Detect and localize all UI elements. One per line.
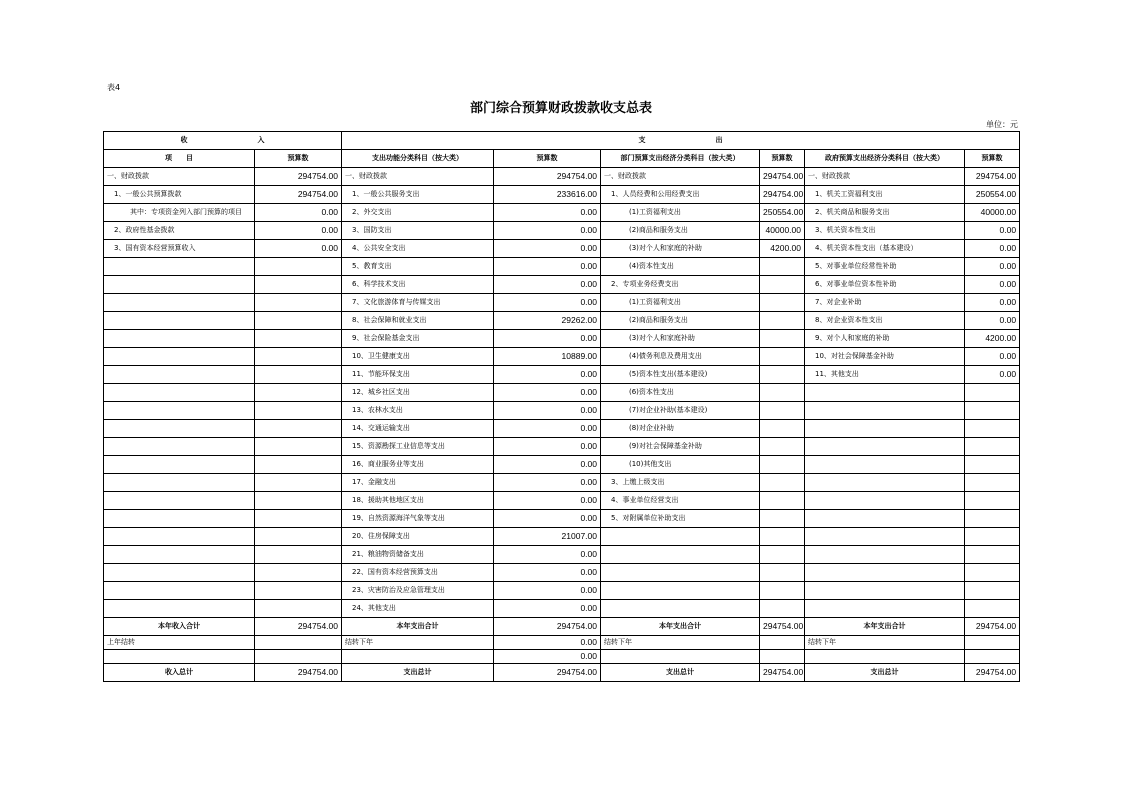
year-income-amount: 294754.00 bbox=[255, 618, 342, 636]
col-header-func: 支出功能分类科目（按大类） bbox=[342, 150, 494, 168]
dept-econ-item: 4、事业单位经营支出 bbox=[601, 492, 760, 510]
gov-econ-amount bbox=[965, 474, 1020, 492]
dept-econ-amount bbox=[760, 510, 805, 528]
dept-econ-item: (3)对个人和家庭补助 bbox=[601, 330, 760, 348]
gov-econ-item: 6、对事业单位资本性补助 bbox=[805, 276, 965, 294]
gov-econ-amount bbox=[965, 384, 1020, 402]
budget-table bbox=[103, 131, 1020, 682]
gov-econ-item bbox=[805, 456, 965, 474]
income-item bbox=[104, 474, 255, 492]
table-row bbox=[104, 582, 1020, 600]
income-item: 一、财政拨款 bbox=[104, 168, 255, 186]
income-item bbox=[104, 600, 255, 618]
dept-econ-item: 一、财政拨款 bbox=[601, 168, 760, 186]
year-expense-gov-amount: 294754.00 bbox=[965, 618, 1020, 636]
dept-econ-amount bbox=[760, 438, 805, 456]
gov-econ-item: 2、机关商品和服务支出 bbox=[805, 204, 965, 222]
gov-econ-item bbox=[805, 420, 965, 438]
table-row bbox=[104, 168, 1020, 186]
income-item bbox=[104, 276, 255, 294]
dept-econ-amount bbox=[760, 348, 805, 366]
income-amount: 294754.00 bbox=[255, 186, 342, 204]
unit-label: 单位：元 bbox=[986, 120, 1018, 129]
income-item bbox=[104, 438, 255, 456]
func-amount: 0.00 bbox=[494, 546, 601, 564]
dept-econ-amount bbox=[760, 402, 805, 420]
income-amount bbox=[255, 546, 342, 564]
extra-func-amount: 0.00 bbox=[494, 650, 601, 664]
income-amount bbox=[255, 492, 342, 510]
income-amount bbox=[255, 276, 342, 294]
dept-econ-amount bbox=[760, 600, 805, 618]
year-expense-label: 本年支出合计 bbox=[601, 618, 760, 636]
col-header-budget: 预算数 bbox=[965, 150, 1020, 168]
income-amount bbox=[255, 438, 342, 456]
gov-econ-amount: 0.00 bbox=[965, 276, 1020, 294]
dept-econ-item bbox=[601, 546, 760, 564]
dept-econ-amount: 250554.00 bbox=[760, 204, 805, 222]
func-amount: 0.00 bbox=[494, 582, 601, 600]
prev-carry-label: 上年结转 bbox=[104, 636, 255, 650]
dept-econ-amount bbox=[760, 384, 805, 402]
func-item: 17、金融支出 bbox=[342, 474, 494, 492]
income-amount bbox=[255, 330, 342, 348]
func-item: 23、灾害防治及应急管理支出 bbox=[342, 582, 494, 600]
gov-econ-amount bbox=[965, 546, 1020, 564]
gov-econ-item: 5、对事业单位经常性补助 bbox=[805, 258, 965, 276]
func-amount: 294754.00 bbox=[494, 168, 601, 186]
next-carry-gov-amount bbox=[965, 636, 1020, 650]
func-item: 一、财政拨款 bbox=[342, 168, 494, 186]
blank-cell bbox=[342, 650, 494, 664]
income-item: 3、国有资本经营预算收入 bbox=[104, 240, 255, 258]
expense-total-dept-amount: 294754.00 bbox=[760, 664, 805, 682]
blank-cell bbox=[255, 650, 342, 664]
func-amount: 29262.00 bbox=[494, 312, 601, 330]
income-amount: 0.00 bbox=[255, 204, 342, 222]
dept-econ-amount bbox=[760, 492, 805, 510]
blank-cell bbox=[601, 650, 760, 664]
gov-econ-item bbox=[805, 510, 965, 528]
dept-econ-item: (7)对企业补助(基本建设) bbox=[601, 402, 760, 420]
func-amount: 0.00 bbox=[494, 474, 601, 492]
income-item bbox=[104, 582, 255, 600]
func-amount: 0.00 bbox=[494, 258, 601, 276]
prev-carry-amount bbox=[255, 636, 342, 650]
year-income-label: 本年收入合计 bbox=[104, 618, 255, 636]
col-header-item: 项 目 bbox=[104, 150, 255, 168]
table-row bbox=[104, 456, 1020, 474]
func-item: 5、教育支出 bbox=[342, 258, 494, 276]
gov-econ-amount: 4200.00 bbox=[965, 330, 1020, 348]
dept-econ-item: 3、上缴上级支出 bbox=[601, 474, 760, 492]
dept-econ-item: (5)资本性支出(基本建设) bbox=[601, 366, 760, 384]
dept-econ-amount bbox=[760, 420, 805, 438]
gov-econ-item bbox=[805, 546, 965, 564]
dept-econ-amount bbox=[760, 312, 805, 330]
dept-econ-item bbox=[601, 528, 760, 546]
func-amount: 0.00 bbox=[494, 510, 601, 528]
table-row bbox=[104, 258, 1020, 276]
table-row bbox=[104, 564, 1020, 582]
next-carry-label: 结转下年 bbox=[342, 636, 494, 650]
dept-econ-item: (8)对企业补助 bbox=[601, 420, 760, 438]
table-row bbox=[104, 600, 1020, 618]
gov-econ-amount: 0.00 bbox=[965, 240, 1020, 258]
gov-econ-item: 3、机关资本性支出 bbox=[805, 222, 965, 240]
income-item bbox=[104, 366, 255, 384]
year-expense-func-amount: 294754.00 bbox=[494, 618, 601, 636]
gov-econ-item bbox=[805, 492, 965, 510]
table-row bbox=[104, 366, 1020, 384]
table-row bbox=[104, 204, 1020, 222]
func-item: 22、国有资本经营预算支出 bbox=[342, 564, 494, 582]
gov-econ-amount: 40000.00 bbox=[965, 204, 1020, 222]
dept-econ-item: (2)商品和服务支出 bbox=[601, 222, 760, 240]
income-amount bbox=[255, 510, 342, 528]
func-amount: 21007.00 bbox=[494, 528, 601, 546]
table-row bbox=[104, 186, 1020, 204]
gov-econ-amount: 0.00 bbox=[965, 258, 1020, 276]
gov-econ-item: 一、财政拨款 bbox=[805, 168, 965, 186]
year-expense-label: 本年支出合计 bbox=[342, 618, 494, 636]
income-amount: 294754.00 bbox=[255, 168, 342, 186]
func-item: 7、文化旅游体育与传媒支出 bbox=[342, 294, 494, 312]
gov-econ-item bbox=[805, 582, 965, 600]
income-item: 其中：专项资金列入部门预算的项目 bbox=[104, 204, 255, 222]
income-item bbox=[104, 420, 255, 438]
func-item: 4、公共安全支出 bbox=[342, 240, 494, 258]
dept-econ-amount: 294754.00 bbox=[760, 168, 805, 186]
income-item bbox=[104, 510, 255, 528]
dept-econ-item: (4)债务利息及费用支出 bbox=[601, 348, 760, 366]
table-row bbox=[104, 528, 1020, 546]
dept-econ-item: (4)资本性支出 bbox=[601, 258, 760, 276]
gov-econ-item: 1、机关工资福利支出 bbox=[805, 186, 965, 204]
expense-total-label: 支出总计 bbox=[601, 664, 760, 682]
dept-econ-amount bbox=[760, 582, 805, 600]
table-row bbox=[104, 510, 1020, 528]
gov-econ-amount: 294754.00 bbox=[965, 168, 1020, 186]
income-amount bbox=[255, 258, 342, 276]
blank-cell bbox=[965, 650, 1020, 664]
dept-econ-item bbox=[601, 582, 760, 600]
func-item: 1、一般公共服务支出 bbox=[342, 186, 494, 204]
page-title: 部门综合预算财政拨款收支总表 bbox=[469, 101, 652, 116]
gov-econ-amount: 250554.00 bbox=[965, 186, 1020, 204]
dept-econ-amount bbox=[760, 366, 805, 384]
income-amount bbox=[255, 456, 342, 474]
func-amount: 0.00 bbox=[494, 240, 601, 258]
func-amount: 0.00 bbox=[494, 294, 601, 312]
year-expense-dept-amount: 294754.00 bbox=[760, 618, 805, 636]
expense-total-gov-amount: 294754.00 bbox=[965, 664, 1020, 682]
func-item: 11、节能环保支出 bbox=[342, 366, 494, 384]
dept-econ-amount bbox=[760, 330, 805, 348]
income-total-label: 收入总计 bbox=[104, 664, 255, 682]
table-row bbox=[104, 420, 1020, 438]
func-amount: 0.00 bbox=[494, 204, 601, 222]
gov-econ-amount: 0.00 bbox=[965, 222, 1020, 240]
income-item bbox=[104, 546, 255, 564]
expense-total-func-amount: 294754.00 bbox=[494, 664, 601, 682]
dept-econ-amount bbox=[760, 564, 805, 582]
dept-econ-amount: 4200.00 bbox=[760, 240, 805, 258]
income-amount bbox=[255, 312, 342, 330]
gov-econ-amount: 0.00 bbox=[965, 312, 1020, 330]
table-row bbox=[104, 240, 1020, 258]
col-header-gov-econ: 政府预算支出经济分类科目（按大类） bbox=[805, 150, 965, 168]
func-item: 10、卫生健康支出 bbox=[342, 348, 494, 366]
func-item: 2、外交支出 bbox=[342, 204, 494, 222]
income-amount bbox=[255, 600, 342, 618]
income-amount bbox=[255, 564, 342, 582]
next-carry-label: 结转下年 bbox=[601, 636, 760, 650]
dept-econ-item: (2)商品和服务支出 bbox=[601, 312, 760, 330]
dept-econ-item: (6)资本性支出 bbox=[601, 384, 760, 402]
dept-econ-item bbox=[601, 564, 760, 582]
dept-econ-amount bbox=[760, 528, 805, 546]
dept-econ-amount bbox=[760, 258, 805, 276]
dept-econ-item: 1、人员经费和公用经费支出 bbox=[601, 186, 760, 204]
gov-econ-amount: 0.00 bbox=[965, 366, 1020, 384]
table-number-label: 表4 bbox=[107, 83, 121, 92]
income-item: 2、政府性基金拨款 bbox=[104, 222, 255, 240]
income-amount bbox=[255, 402, 342, 420]
gov-econ-item bbox=[805, 564, 965, 582]
gov-econ-item: 11、其他支出 bbox=[805, 366, 965, 384]
dept-econ-item: (10)其他支出 bbox=[601, 456, 760, 474]
func-item: 14、交通运输支出 bbox=[342, 420, 494, 438]
func-amount: 10889.00 bbox=[494, 348, 601, 366]
table-row bbox=[104, 312, 1020, 330]
income-item bbox=[104, 528, 255, 546]
func-amount: 0.00 bbox=[494, 420, 601, 438]
func-item: 13、农林水支出 bbox=[342, 402, 494, 420]
dept-econ-amount: 294754.00 bbox=[760, 186, 805, 204]
func-item: 9、社会保险基金支出 bbox=[342, 330, 494, 348]
func-item: 8、社会保障和就业支出 bbox=[342, 312, 494, 330]
gov-econ-amount bbox=[965, 402, 1020, 420]
income-amount bbox=[255, 366, 342, 384]
expense-total-label: 支出总计 bbox=[805, 664, 965, 682]
func-amount: 0.00 bbox=[494, 276, 601, 294]
col-header-budget: 预算数 bbox=[760, 150, 805, 168]
gov-econ-item: 10、对社会保障基金补助 bbox=[805, 348, 965, 366]
blank-cell bbox=[805, 650, 965, 664]
year-expense-label: 本年支出合计 bbox=[805, 618, 965, 636]
gov-econ-amount bbox=[965, 438, 1020, 456]
income-amount: 0.00 bbox=[255, 222, 342, 240]
func-amount: 0.00 bbox=[494, 600, 601, 618]
income-item bbox=[104, 564, 255, 582]
func-amount: 0.00 bbox=[494, 366, 601, 384]
dept-econ-item: 2、专项业务经费支出 bbox=[601, 276, 760, 294]
dept-econ-amount bbox=[760, 474, 805, 492]
dept-econ-item: (1)工资福利支出 bbox=[601, 204, 760, 222]
table-row bbox=[104, 384, 1020, 402]
income-amount bbox=[255, 348, 342, 366]
income-item bbox=[104, 330, 255, 348]
table-row bbox=[104, 222, 1020, 240]
table-row bbox=[104, 276, 1020, 294]
income-amount bbox=[255, 474, 342, 492]
gov-econ-item bbox=[805, 474, 965, 492]
income-item bbox=[104, 348, 255, 366]
func-item: 15、资源勘探工业信息等支出 bbox=[342, 438, 494, 456]
next-carry-dept-amount bbox=[760, 636, 805, 650]
gov-econ-amount bbox=[965, 528, 1020, 546]
gov-econ-amount bbox=[965, 564, 1020, 582]
dept-econ-item: (9)对社会保障基金补助 bbox=[601, 438, 760, 456]
income-item bbox=[104, 384, 255, 402]
gov-econ-amount bbox=[965, 510, 1020, 528]
func-amount: 0.00 bbox=[494, 330, 601, 348]
dept-econ-amount bbox=[760, 294, 805, 312]
next-carry-func-amount: 0.00 bbox=[494, 636, 601, 650]
func-amount: 0.00 bbox=[494, 438, 601, 456]
income-amount bbox=[255, 582, 342, 600]
dept-econ-item bbox=[601, 600, 760, 618]
func-amount: 0.00 bbox=[494, 456, 601, 474]
func-amount: 0.00 bbox=[494, 402, 601, 420]
income-item: 1、一般公共预算拨款 bbox=[104, 186, 255, 204]
func-amount: 0.00 bbox=[494, 222, 601, 240]
func-item: 24、其他支出 bbox=[342, 600, 494, 618]
income-amount bbox=[255, 528, 342, 546]
gov-econ-item: 8、对企业资本性支出 bbox=[805, 312, 965, 330]
gov-econ-amount: 0.00 bbox=[965, 294, 1020, 312]
expense-section-header: 支 出 bbox=[342, 132, 1020, 150]
income-item bbox=[104, 294, 255, 312]
col-header-dept-econ: 部门预算支出经济分类科目（按大类） bbox=[601, 150, 760, 168]
income-item bbox=[104, 312, 255, 330]
table-row bbox=[104, 492, 1020, 510]
func-item: 20、住房保障支出 bbox=[342, 528, 494, 546]
dept-econ-amount bbox=[760, 456, 805, 474]
income-item bbox=[104, 402, 255, 420]
income-item bbox=[104, 456, 255, 474]
gov-econ-item bbox=[805, 528, 965, 546]
income-item bbox=[104, 258, 255, 276]
gov-econ-item bbox=[805, 402, 965, 420]
gov-econ-item: 9、对个人和家庭的补助 bbox=[805, 330, 965, 348]
dept-econ-item: (1)工资福利支出 bbox=[601, 294, 760, 312]
table-row bbox=[104, 474, 1020, 492]
func-item: 3、国防支出 bbox=[342, 222, 494, 240]
income-item bbox=[104, 492, 255, 510]
income-section-header: 收 入 bbox=[104, 132, 342, 150]
func-amount: 0.00 bbox=[494, 492, 601, 510]
income-amount bbox=[255, 384, 342, 402]
gov-econ-amount bbox=[965, 420, 1020, 438]
income-amount bbox=[255, 294, 342, 312]
table-row bbox=[104, 348, 1020, 366]
func-item: 18、援助其他地区支出 bbox=[342, 492, 494, 510]
dept-econ-amount: 40000.00 bbox=[760, 222, 805, 240]
gov-econ-item: 7、对企业补助 bbox=[805, 294, 965, 312]
col-header-budget: 预算数 bbox=[255, 150, 342, 168]
func-item: 12、城乡社区支出 bbox=[342, 384, 494, 402]
func-amount: 0.00 bbox=[494, 564, 601, 582]
blank-cell bbox=[760, 650, 805, 664]
gov-econ-item bbox=[805, 438, 965, 456]
gov-econ-item bbox=[805, 384, 965, 402]
gov-econ-amount bbox=[965, 600, 1020, 618]
table-row bbox=[104, 402, 1020, 420]
blank-cell bbox=[104, 650, 255, 664]
func-item: 16、商业服务业等支出 bbox=[342, 456, 494, 474]
gov-econ-item bbox=[805, 600, 965, 618]
func-item: 21、粮油物资储备支出 bbox=[342, 546, 494, 564]
table-row bbox=[104, 438, 1020, 456]
table-row bbox=[104, 294, 1020, 312]
func-item: 6、科学技术支出 bbox=[342, 276, 494, 294]
func-amount: 0.00 bbox=[494, 384, 601, 402]
dept-econ-amount bbox=[760, 546, 805, 564]
table-row bbox=[104, 546, 1020, 564]
gov-econ-item: 4、机关资本性支出（基本建设） bbox=[805, 240, 965, 258]
gov-econ-amount bbox=[965, 492, 1020, 510]
gov-econ-amount: 0.00 bbox=[965, 348, 1020, 366]
dept-econ-item: (3)对个人和家庭的补助 bbox=[601, 240, 760, 258]
table-row bbox=[104, 330, 1020, 348]
gov-econ-amount bbox=[965, 456, 1020, 474]
dept-econ-amount bbox=[760, 276, 805, 294]
gov-econ-amount bbox=[965, 582, 1020, 600]
func-item: 19、自然资源海洋气象等支出 bbox=[342, 510, 494, 528]
income-total-amount: 294754.00 bbox=[255, 664, 342, 682]
income-amount bbox=[255, 420, 342, 438]
func-amount: 233616.00 bbox=[494, 186, 601, 204]
next-carry-label: 结转下年 bbox=[805, 636, 965, 650]
expense-total-label: 支出总计 bbox=[342, 664, 494, 682]
income-amount: 0.00 bbox=[255, 240, 342, 258]
col-header-budget: 预算数 bbox=[494, 150, 601, 168]
dept-econ-item: 5、对附属单位补助支出 bbox=[601, 510, 760, 528]
